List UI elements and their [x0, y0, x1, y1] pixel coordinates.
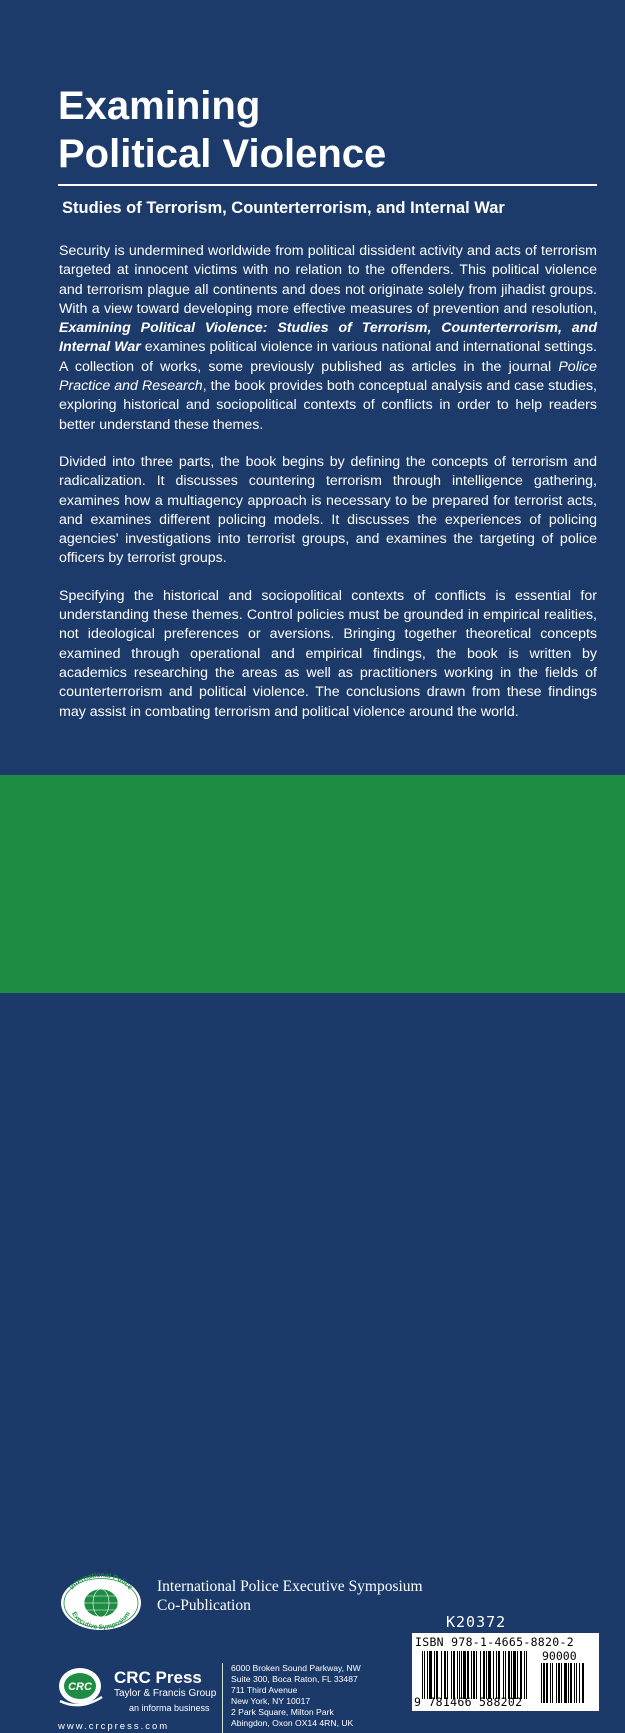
- address-line: Suite 300, Boca Raton, FL 33487: [231, 1673, 358, 1684]
- barcode-bar: [488, 1651, 491, 1699]
- publisher-name: CRC Press: [114, 1668, 202, 1687]
- address-line: Abingdon, Oxon OX14 4RN, UK: [231, 1717, 354, 1728]
- barcode-bar: [496, 1651, 497, 1699]
- barcode-bar: [579, 1663, 580, 1703]
- barcode-bar: [550, 1663, 551, 1703]
- barcode-bar: [552, 1663, 553, 1703]
- address-line: 6000 Broken Sound Parkway, NW: [231, 1663, 361, 1673]
- isbn-barcode: [412, 1633, 599, 1711]
- barcode-bar: [447, 1651, 448, 1699]
- ipes-copublication: [157, 1577, 423, 1615]
- p1-part-a: Security is undermined worldwide from political dissident activity and acts of terrorism targeted at innocent victims with no relation to the offenders. This political violence and terrorism plague all continents and does not originate solely from jihadist groups. With a view toward developing more effective measures of prevention and resolution,: [59, 243, 597, 317]
- publisher-url[interactable]: www.crcpress.com: [58, 1721, 170, 1732]
- barcode-bar: [444, 1651, 446, 1699]
- barcode-bar: [473, 1651, 475, 1699]
- barcode-bar: [570, 1663, 572, 1703]
- book-subtitle: Studies of Terrorism, Counterterrorism, and Internal War: [62, 199, 505, 217]
- barcode-bar: [457, 1651, 458, 1699]
- paragraph-1: [59, 242, 597, 435]
- barcode-bar: [503, 1651, 504, 1699]
- barcode-bar: [520, 1651, 522, 1699]
- ipes-name: International Police Executive Symposium: [157, 1578, 423, 1595]
- publisher-panel: [0, 775, 625, 1732]
- product-code: K20372: [446, 1613, 507, 1631]
- copublication-label: Co-Publication: [157, 1597, 251, 1614]
- ipes-seal-logo: [58, 1569, 144, 1631]
- address-line: 2 Park Square, Milton Park: [231, 1707, 334, 1718]
- barcode-bar: [463, 1651, 466, 1699]
- ean-barcode-bars: [422, 1651, 539, 1699]
- barcode-bar: [476, 1651, 477, 1699]
- p1-journal-name: Police Practice and Research: [59, 358, 597, 395]
- address-boca-raton: [231, 1663, 361, 1684]
- p1-part-b: examines political violence in various national and international settings. A collection of works, some previously published as articles in the journal: [59, 339, 598, 375]
- publisher-addresses: [231, 1663, 361, 1730]
- barcode-bar: [451, 1651, 452, 1699]
- barcode-bar: [576, 1663, 577, 1703]
- address-line: 711 Third Avenue: [231, 1685, 298, 1696]
- barcode-bar: [546, 1663, 548, 1703]
- barcode-bar: [524, 1651, 525, 1699]
- isbn-text: ISBN 978-1-4665-8820-2: [415, 1635, 574, 1649]
- publisher-group: Taylor & Francis Group: [114, 1688, 217, 1699]
- barcode-bar: [568, 1663, 569, 1703]
- barcode-bar: [541, 1663, 542, 1703]
- publisher-business: an informa business: [129, 1703, 210, 1713]
- address-line: New York, NY 10017: [231, 1695, 311, 1706]
- addon-barcode-bars: [541, 1663, 596, 1703]
- barcode-bar: [422, 1651, 423, 1699]
- barcode-bar: [511, 1651, 512, 1699]
- barcode-bar: [429, 1651, 432, 1699]
- title-divider: [58, 184, 597, 186]
- barcode-bar: [471, 1651, 472, 1699]
- address-new-york: [231, 1685, 361, 1706]
- barcode-bar: [526, 1651, 527, 1699]
- barcode-bar: [467, 1651, 469, 1699]
- barcode-bar: [543, 1663, 545, 1703]
- barcode-bar: [561, 1663, 562, 1703]
- barcode-bar: [564, 1663, 567, 1703]
- barcode-bar: [513, 1651, 516, 1699]
- barcode-bar: [483, 1651, 485, 1699]
- book-title-line1: Examining: [58, 84, 261, 128]
- address-divider: [222, 1663, 223, 1733]
- barcode-bar: [556, 1663, 557, 1703]
- description-panel: [0, 0, 625, 775]
- barcode-bar: [517, 1651, 518, 1699]
- barcode-bar: [453, 1651, 455, 1699]
- address-abingdon: [231, 1707, 361, 1728]
- crc-press-logo: [58, 1661, 114, 1711]
- barcode-bar: [574, 1663, 575, 1703]
- barcode-bar: [498, 1651, 500, 1699]
- barcode-bar: [558, 1663, 560, 1703]
- barcode-bar: [493, 1651, 494, 1699]
- barcode-bar: [424, 1651, 425, 1699]
- crc-logo-text: CRC: [68, 1681, 92, 1693]
- barcode-bar: [505, 1651, 506, 1699]
- p1-part-c: , the book provides both conceptual analysis and case studies, exploring historical and sociopolitical contexts of conflicts in order to help readers better understand these themes.: [59, 378, 598, 433]
- description-text: [59, 242, 597, 740]
- barcode-bar: [441, 1651, 442, 1699]
- ean-digits: 9 781466 588202: [414, 1695, 523, 1709]
- barcode-bar: [427, 1651, 428, 1699]
- seal-top-text: International Police: [68, 1571, 134, 1592]
- barcode-bar: [582, 1663, 584, 1703]
- p1-book-title: Examining Political Violence: Studies of Terrorism, Counterterrorism, and Internal War: [59, 320, 597, 356]
- seal-bottom-text: Executive Symposium: [70, 1610, 132, 1631]
- barcode-bar: [461, 1651, 462, 1699]
- barcode-bar: [436, 1651, 438, 1699]
- paragraph-3: Specifying the historical and sociopolitical contexts of conflicts is essential for understanding these themes. Control policies must be grounded in empirical realities, not ideological preferences or aversions. Bringing together theoretical concepts examined through operational and empirical findings, the book is written by academics researching the areas as well as practitioners working in the fields of counterterrorism and political violence. The conclusions drawn from these findings may assist in combating terrorism and political violence around the world.: [59, 587, 597, 720]
- addon-price-code: 90000: [542, 1649, 577, 1663]
- paragraph-2: Divided into three parts, the book begins by defining the concepts of terrorism and radicalization. It discusses countering terrorism through intelligence gathering, examines how a multiagency approach is necessary to be prepared for terrorist acts, and examines different policing models. It discusses the experiences of policing agencies' investigations into terrorist groups, and examines the targeting of police officers by terrorist groups.: [59, 453, 597, 567]
- barcode-bar: [480, 1651, 481, 1699]
- barcode-bar: [434, 1651, 435, 1699]
- book-title-line2: Political Violence: [58, 132, 387, 176]
- barcode-bar: [508, 1651, 510, 1699]
- barcode-bar: [459, 1651, 460, 1699]
- book-title: [58, 82, 386, 178]
- barcode-bar: [486, 1651, 487, 1699]
